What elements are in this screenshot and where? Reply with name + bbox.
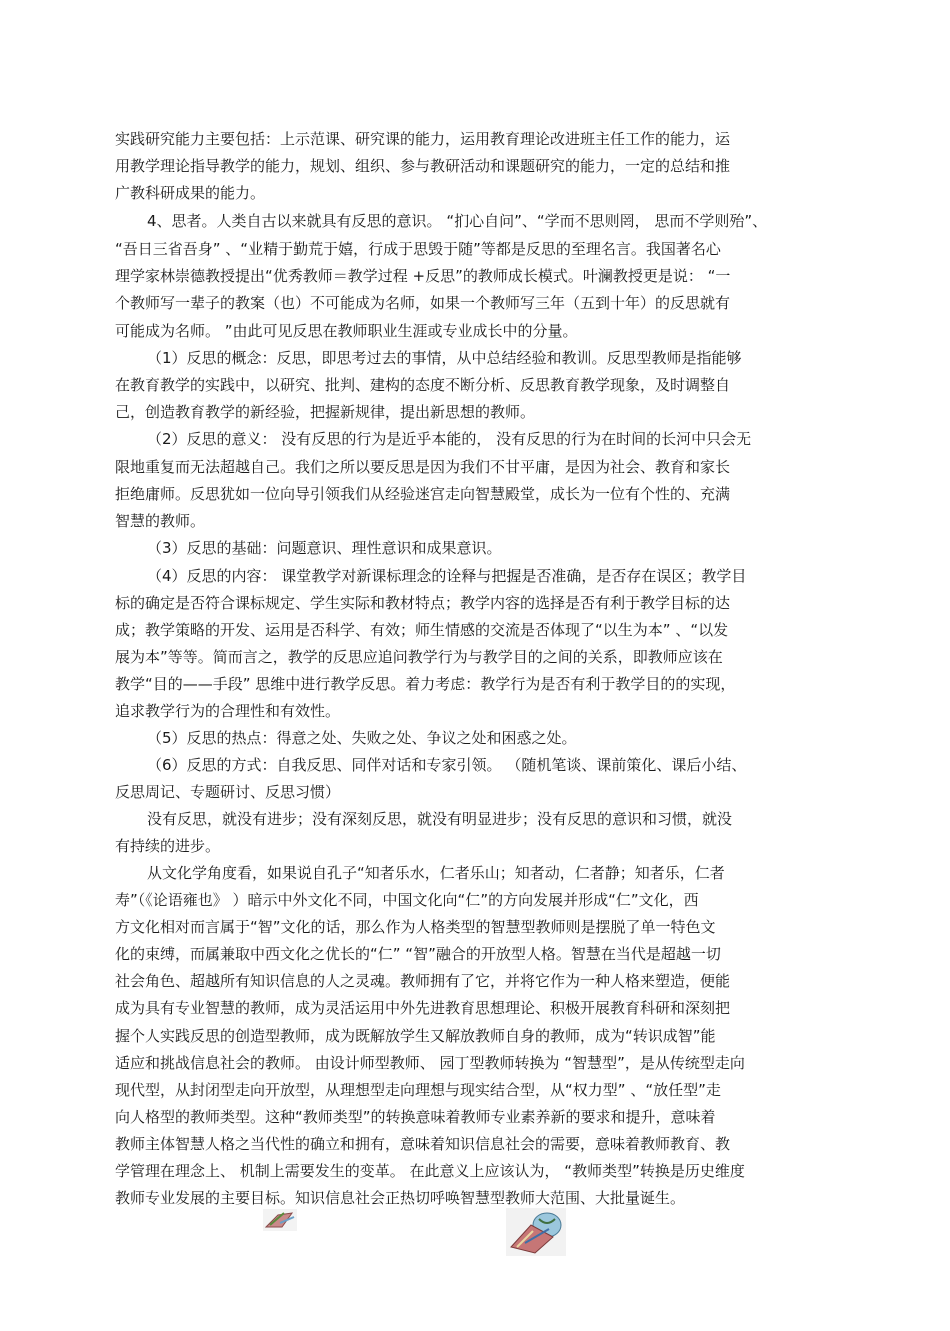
- text-line: 广教科研成果的能力。: [115, 184, 266, 202]
- text-line: 方文化相对而言属于“智”文化的话，那么作为人格类型的智慧型教师则是摆脱了单一特色文: [115, 918, 716, 936]
- text-line: （1）反思的概念：反思，即思考过去的事情，从中总结经验和教训。反思型教师是指能够: [147, 349, 742, 367]
- book-globe-icon: [505, 1207, 567, 1257]
- text-line: 教师主体智慧人格之当代性的确立和拥有，意味着知识信息社会的需要，意味着教师教育、教: [115, 1135, 731, 1153]
- text-line: 反思周记、专题研讨、反思习惯）: [115, 783, 341, 801]
- text-line: 展为本”等等。简而言之，教学的反思应追问教学行为与教学目的之间的关系，即教师应该在: [115, 648, 723, 666]
- text-line: 教师专业发展的主要目标。知识信息社会正热切呼唤智慧型教师大范围、大批量诞生。: [115, 1189, 686, 1207]
- text-line: 寿”（《论语雍也》 ）暗示中外文化不同，中国文化向“仁”的方向发展并形成“仁”文化，西: [115, 891, 699, 909]
- text-line: 学管理在理念上、 机制上需要发生的变革。 在此意义上应该认为， “教师类型”转换是历史维度: [115, 1162, 745, 1180]
- text-line: 4、思者。人类自古以来就具有反思的意识。 “扪心自问”、“学而不思则罔， 思而不学则殆”、: [147, 212, 768, 230]
- text-line: 成；教学策略的开发、运用是否科学、有效；师生情感的交流是否体现了“以生为本” 、“以发: [115, 621, 729, 639]
- text-line: “吾日三省吾身” 、“业精于勤荒于嬉，行成于思毁于随”等都是反思的至理名言。我国著名心: [115, 240, 721, 258]
- text-line: 教学“目的——手段” 思维中进行教学反思。着力考虑：教学行为是否有利于教学目的的实现，: [115, 675, 736, 693]
- text-line: （4）反思的内容： 课堂教学对新课标理念的诠释与把握是否准确，是否存在误区；教学目: [147, 567, 747, 585]
- text-line: 现代型，从封闭型走向开放型，从理想型走向理想与现实结合型，从“权力型” 、“放任型”走: [115, 1081, 721, 1099]
- text-line: 从文化学角度看，如果说自孔子“知者乐水，仁者乐山；知者动，仁者静；知者乐，仁者: [147, 864, 725, 882]
- text-line: 限地重复而无法超越自己。我们之所以要反思是因为我们不甘平庸，是因为社会、教育和家长: [115, 458, 731, 476]
- text-line: 智慧的教师。: [115, 512, 206, 530]
- text-line: 追求教学行为的合理性和有效性。: [115, 702, 341, 720]
- text-line: 实践研究能力主要包括：上示范课、研究课的能力，运用教育理论改进班主任工作的能力，运: [115, 130, 731, 148]
- text-line: 理学家林崇德教授提出“优秀教师＝教学过程 +反思”的教师成长模式。叶澜教授更是说： “一: [115, 267, 731, 285]
- text-line: 成为具有专业智慧的教师，成为灵活运用中外先进教育思想理论、积极开展教育科研和深刻把: [115, 999, 731, 1017]
- text-line: 化的束缚，而属兼取中西文化之优长的“仁” “智”融合的开放型人格。智慧在当代是超越一切: [115, 945, 721, 963]
- text-line: 在教育教学的实践中，以研究、批判、建构的态度不断分析、反思教育教学现象，及时调整自: [115, 376, 731, 394]
- text-line: （2）反思的意义： 没有反思的行为是近乎本能的， 没有反思的行为在时间的长河中只会无: [147, 430, 752, 448]
- text-line: 握个人实践反思的创造型教师，成为既解放学生又解放教师自身的教师，成为“转识成智”能: [115, 1027, 716, 1045]
- text-line: 社会角色、超越所有知识信息的人之灵魂。教师拥有了它，并将它作为一种人格来塑造，便能: [115, 972, 731, 990]
- text-line: 标的确定是否符合课标规定、学生实际和教材特点；教学内容的选择是否有利于教学目标的达: [115, 594, 731, 612]
- text-line: （3）反思的基础：问题意识、理性意识和成果意识。: [147, 539, 502, 557]
- text-line: 没有反思，就没有进步；没有深刻反思，就没有明显进步；没有反思的意识和习惯，就没: [147, 810, 733, 828]
- text-line: 向人格型的教师类型。这种“教师类型”的转换意味着教师专业素养新的要求和提升，意味着: [115, 1108, 716, 1126]
- text-line: 用教学理论指导教学的能力，规划、组织、参与教研活动和课题研究的能力，一定的总结和推: [115, 157, 731, 175]
- text-line: 可能成为名师。 ”由此可见反思在教师职业生涯或专业成长中的分量。: [115, 322, 578, 340]
- text-line: （5）反思的热点：得意之处、失败之处、争议之处和困惑之处。: [147, 729, 577, 747]
- text-line: 有持续的进步。: [115, 837, 221, 855]
- text-line: 适应和挑战信息社会的教师。 由设计师型教师、 园丁型教师转换为 “智慧型”，是从传统型走向: [115, 1054, 745, 1072]
- book-pen-icon: [262, 1207, 298, 1233]
- text-line: （6）反思的方式：自我反思、同伴对话和专家引领。 （随机笔谈、课前策化、课后小结、: [147, 756, 747, 774]
- text-line: 个教师写一辈子的教案（也）不可能成为名师，如果一个教师写三年（五到十年）的反思就有: [115, 294, 731, 312]
- text-line: 己，创造教育教学的新经验，把握新规律，提出新思想的教师。: [115, 403, 536, 421]
- text-line: 拒绝庸师。反思犹如一位向导引领我们从经验迷宫走向智慧殿堂，成长为一位有个性的、充满: [115, 485, 731, 503]
